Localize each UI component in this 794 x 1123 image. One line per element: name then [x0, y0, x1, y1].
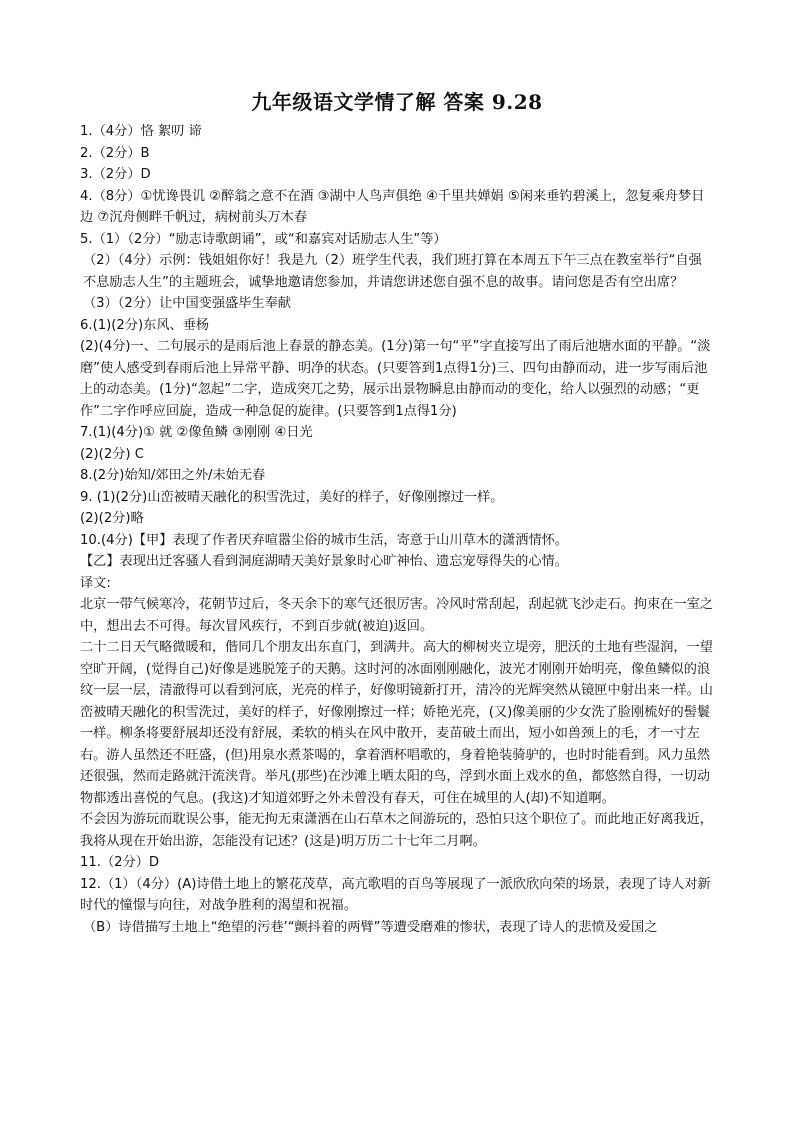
- answer-line: 译文:: [80, 575, 111, 591]
- answer-line: 【乙】表现出迁客骚人看到洞庭湖晴天美好景象时心旷神怡、遗忘宠辱得失的心情。: [80, 554, 568, 569]
- answer-line: 1.（4分）恪 絮叨 谛: [80, 124, 202, 139]
- answer-line: (2)(2分) C: [80, 446, 144, 462]
- answer-line: 9. (1)(2分)山峦被晴天融化的积雪洗过，美好的样子，好像刚擦过一样。: [80, 489, 504, 505]
- answer-line: 10.(4分)【甲】表现了作者厌弃喧嚣尘俗的城市生活，寄意于山川草木的潇洒情怀。: [80, 532, 569, 548]
- answer-body: [80, 121, 713, 938]
- answer-line: 2.（2分）B: [80, 145, 150, 161]
- answer-line: （3）（2分）让中国变强盛毕生奉献: [83, 296, 291, 311]
- translation-paragraph: 不会因为游玩而耽误公事，能无拘无束潇洒在山石草木之间游玩的，恐怕只这个职位了。而此地正好离我近，我将从现在开始出游，怎能没有记述？(这是)明万历二十七年二月啊。: [80, 812, 713, 849]
- translation-paragraph: 二十二日天气略微暖和，偕同几个朋友出东直门，到满井。高大的柳树夹立堤旁，肥沃的土地有些湿润，一望空旷开阔，(觉得自己)好像是逃脱笼子的天鹅。这时河的冰面刚刚融化，波光才刚刚开始明亮，像鱼鳞似的浪纹一层一层，清澈得可以看到河底，光亮的样子，好像明镜新打开，清冷的光辉突然从镜匣中射出来一样。山峦被晴天融化的积雪洗过，美好的样子，好像刚擦过一样；娇艳光亮，(又)像美丽的少女洗了脸刚梳好的髻鬟一样。柳条将要舒展却还没有舒展，柔软的梢头在风中散开，麦苗破土而出，短小如兽颈上的毛，才一寸左右。游人虽然还不旺盛，(但)用泉水煮茶喝的，拿着酒杯唱歌的，身着艳装骑驴的，也时时能看到。风力虽然还很强，然而走路就汗流浃背。举凡(那些)在沙滩上晒太阳的鸟，浮到水面上戏水的鱼，都悠然自得，一切动物都透出喜悦的气息。(我这)才知道郊野之外未曾没有春天，可住在城里的人(却)不知道啊。: [80, 640, 713, 806]
- answer-line: 12.（1）（4分）(A)诗借土地上的繁花茂草，高亢歌唱的百鸟等展现了一派欣欣向荣的场景，表现了诗人对新时代的憧憬与向往，对战争胜利的渴望和祝福。: [80, 876, 711, 913]
- answer-line: (2)(2分)略: [80, 511, 144, 526]
- answer-line: 4.（8分）①忧谗畏讥 ②醉翁之意不在酒 ③湖中人鸟声俱绝 ④千里共婵娟 ⑤闲来垂钓碧溪上，忽复乘舟梦日边 ⑦沉舟侧畔千帆过，病树前头万木春: [80, 188, 705, 225]
- answer-line: 11.（2分）D: [80, 855, 160, 870]
- answer-line: （2）（4分）示例：钱姐姐你好！我是九（2）班学生代表，我们班打算在本周五下午三点在教室举行“自强不息励志人生”的主题班会，诚挚地邀请您参加，并请您讲述您自强不息的故事。请问您是否有空出席？: [83, 253, 702, 290]
- answer-line: 6.(1)(2分)东风、垂杨: [80, 317, 210, 333]
- translation-paragraph: 北京一带气候寒冷，花朝节过后，冬天余下的寒气还很厉害。冷风时常刮起，刮起就飞沙走石。拘束在一室之中，想出去不可得。每次冒风疾行，不到百步就(被迫)返回。: [80, 597, 713, 634]
- answer-line: （B）诗借描写土地上“绝望的污巷’“颤抖着的两臂”等遭受磨难的惨状，表现了诗人的悲愤及爱国之: [83, 919, 658, 935]
- page-title: 九年级语文学情了解 答案 9.28: [251, 90, 543, 114]
- answer-line: 7.(1)(4分)① 就 ②像鱼鳞 ③刚刚 ④日光: [80, 425, 313, 440]
- answer-line: 3.（2分）D: [80, 167, 151, 182]
- answer-line: (2)(4分)一、二句展示的是雨后池上春景的静态美。(1分)第一句“平”字直接写出了雨后池塘水面的平静。“淡磨”使人感受到春雨后池上异常平静、明净的状态。(只要答到1点得1分)三、四句由静而动，进一步写雨后池上的动态美。(1分)“忽起”二字，造成突兀之势，展示出景物瞬息由静而动的变化，给人以强烈的动感；“更作”二字作呼应回旋，造成一种急促的旋律。(只要答到1点得1分): [80, 339, 711, 419]
- answer-line: 8.(2分)始知/郊田之外/未始无春: [80, 468, 266, 483]
- answer-line: 5.（1）（2分）“励志诗歌朗诵”，或“和嘉宾对话励志人生”等）: [80, 231, 447, 247]
